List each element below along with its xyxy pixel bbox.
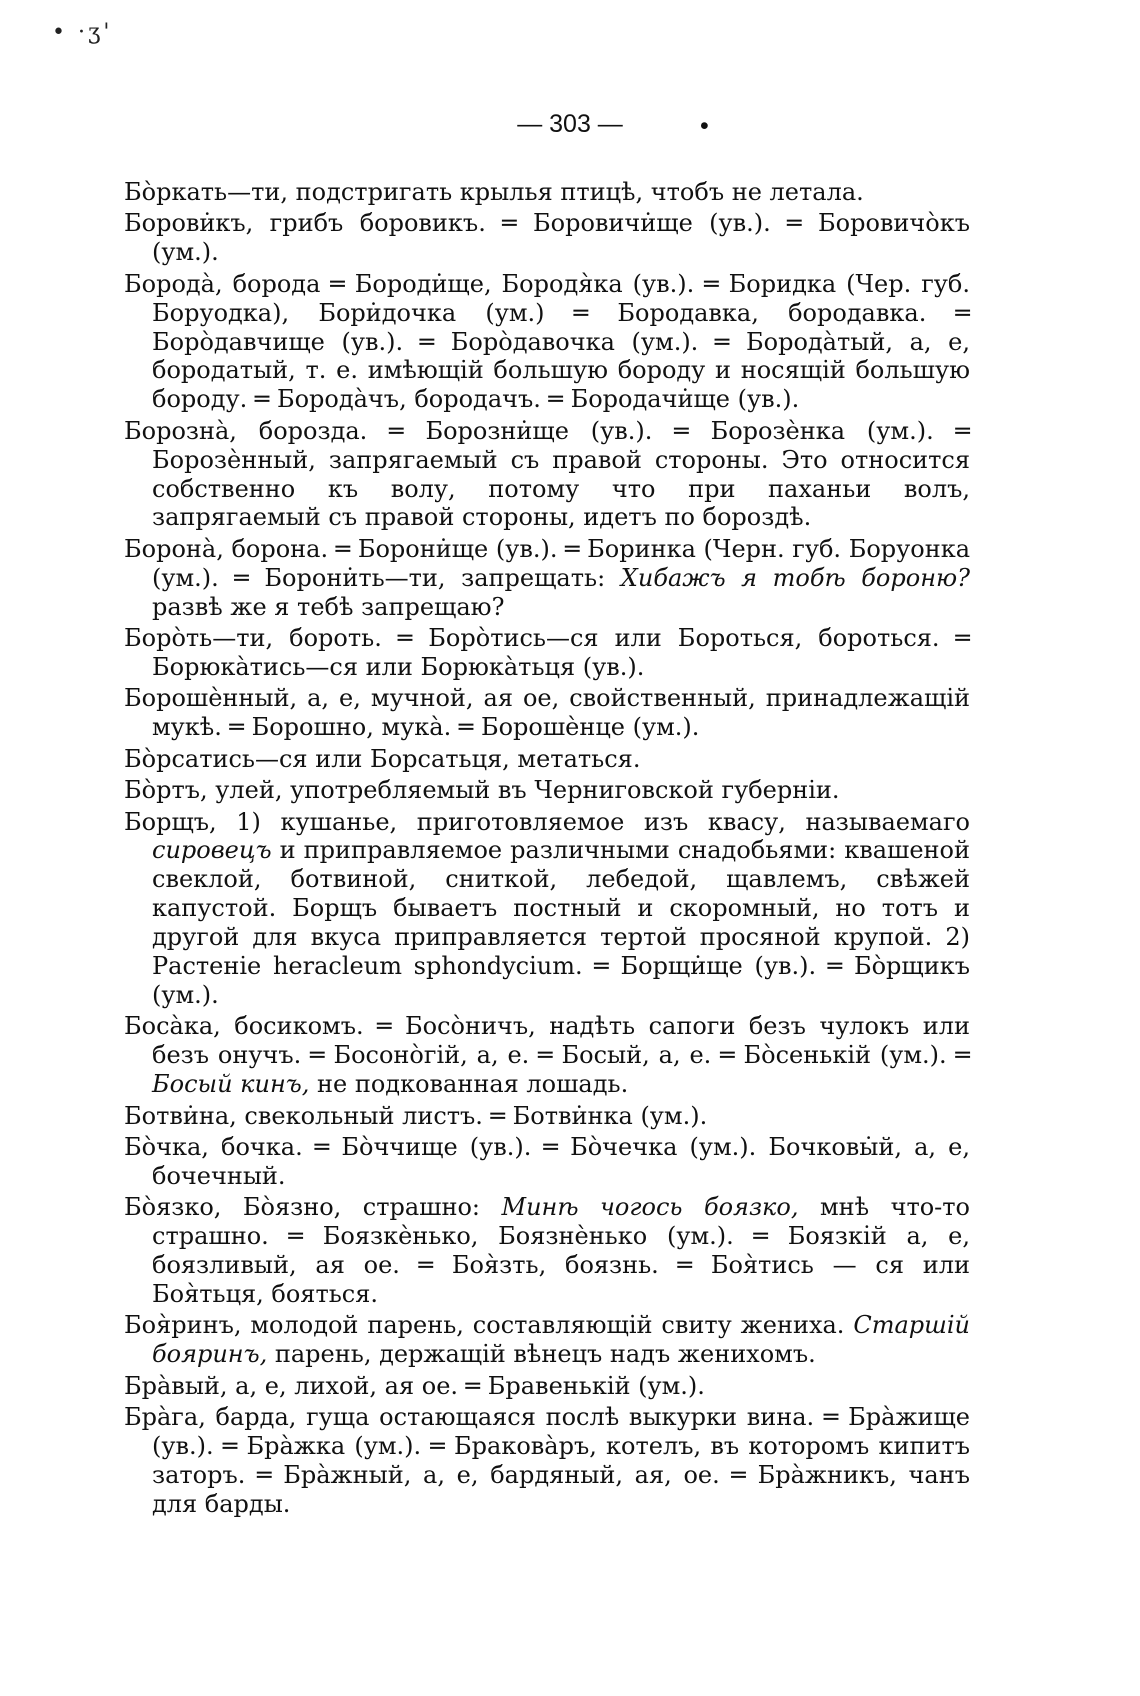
entry-text: не подкованная лошадь. bbox=[309, 1070, 629, 1099]
entry-italic-example: Минѣ чогось боязко, bbox=[501, 1193, 799, 1222]
entry-text: Бо̀язко, Бо̀язно, страшно: bbox=[124, 1193, 502, 1222]
dictionary-entry: Борошѐнный, а, е, мучной, ая ое, свойственный, принадлежащій мукѣ. ═ Борошно, мука̀. ═ Борошѐнце (ум.). bbox=[124, 684, 970, 742]
entry-italic-example: сировецъ bbox=[152, 836, 272, 865]
entry-text: и приправляемое различными снадобьями: квашеной свеклой, ботвиной, сниткой, лебедой, щавлемъ, свѣжей капустой. Борщъ бываетъ постный и скоромный, но тотъ и другой для вкуса приправляется тертой просяной крупой. 2) Растеніе heracleum sphondycium. ═ Борщи̇ще (ув.). ═ Бо̀рщикъ (ум.). bbox=[152, 836, 970, 1009]
dictionary-entry: Бо̀чка, бочка. ═ Бо̀ччище (ув.). ═ Бо̀чечка (ум.). Бочковы̇й, а, е, бочечный. bbox=[124, 1133, 970, 1190]
dictionary-entry bbox=[124, 1193, 970, 1309]
page-dot: • bbox=[700, 112, 709, 140]
entry-text: мнѣ что-то страшно. ═ Боязкѐнько, Боязнѐнько (ум.). ═ Боязкі̇й а, е, боязливый, ая ое. ═ Боя̀зть, боязнь. ═ Боя̀тись — ся или Боя̀тьця, бояться. bbox=[152, 1193, 971, 1309]
dictionary-entry bbox=[124, 808, 970, 1010]
entry-text: Боса̀ка, босикомъ. ═ Босо̀ничъ, надѣть сапоги безъ чулокъ или безъ онучъ. ═ Босоно̀гій, а, е. ═ Босый, а, е. ═ Бо̀сенькій (ум.). ═ bbox=[124, 1012, 970, 1070]
dictionary-entry bbox=[124, 1012, 970, 1099]
dictionary-entry: Боро̀ть—ти, бороть. ═ Боро̀тись—ся или Бороться, бороться. ═ Борюка̀тись—ся или Борюка̀тьця (ув.). bbox=[124, 624, 970, 681]
corner-mark: • ·ʒ' bbox=[52, 20, 113, 45]
entry-text: Борона̀, борона. ═ Борони̇ще (ув.). ═ Боринка (Черн. губ. Боруонка (ум.). ═ Борони̇ть—ти, запрещать: bbox=[124, 534, 971, 592]
dictionary-entry bbox=[124, 1311, 970, 1369]
page-number: — 303 — bbox=[517, 110, 623, 138]
entry-text: Боя̀ринъ, молодой парень, составляющій свиту жениха. bbox=[124, 1311, 854, 1340]
dictionary-entry: Бо̀ртъ, улей, употребляемый въ Черниговской губерніи. bbox=[124, 776, 840, 805]
entry-text: развѣ же я тебѣ запрещаю? bbox=[152, 592, 505, 621]
dictionary-entry: Борода̀, борода ═ Бороди̇ще, Бородя̀ка (ув.). ═ Боридка (Чер. губ. Боруодка), Бори̇дочка (ум.) ═ Бородавка, бородавка. ═ Боро̀давчище (ув.). ═ Боро̀давочка (ум.). ═ Борода̀тый, а, е, бородатый, т. е. имѣющій большую бороду и носящій большую бороду. ═ Борода̀чъ, бородачъ. ═ Бородачи̇ще (ув.). bbox=[124, 269, 970, 414]
dictionary-entry: Борозна̀, борозда. ═ Борозни̇ще (ув.). ═ Борозѐнка (ум.). ═ Борозѐнный, запрягаемый съ правой стороны. Это относится собственно къ волу, потому что при паханьи волъ, запрягаемый съ правой стороны, идетъ по бороздѣ. bbox=[124, 416, 970, 532]
entry-italic-example: Босый кинъ, bbox=[152, 1070, 310, 1099]
dictionary-entry: Бра̀вый, а, е, лихой, ая ое. ═ Бравенькій (ум.). bbox=[124, 1371, 705, 1400]
dictionary-entry: Бра̀га, барда, гуща остающаяся послѣ выкурки вина. ═ Бра̀жище (ув.). ═ Бра̀жка (ум.). ═ Бракова̀ръ, котелъ, въ которомъ кипитъ заторъ. ═ Бра̀жный, а, е, бардяный, ая, ое. ═ Бра̀жникъ, чанъ для барды. bbox=[124, 1403, 970, 1518]
entry-italic-example: Старшій бояринъ, bbox=[152, 1311, 970, 1369]
dictionary-entry: Бо̀рсатись—ся или Борсатьця, метаться. bbox=[124, 744, 641, 773]
dictionary-entry: Бо̀ркать—ти, подстригать крылья птицѣ, чтобъ не летала. bbox=[124, 178, 864, 206]
entry-text: парень, держащій вѣнецъ надъ женихомъ. bbox=[267, 1340, 816, 1369]
dictionary-entry: Борови̇къ, грибъ боровикъ. ═ Боровичи̇ще (ув.). ═ Боровичо̀къ (ум.). bbox=[124, 209, 970, 267]
page-header bbox=[0, 110, 1140, 139]
dictionary-entry: Ботви̇на, свекольный листъ. ═ Ботви̇нка (ум.). bbox=[124, 1101, 708, 1130]
dictionary-entry bbox=[124, 535, 970, 622]
entry-text: Борщъ, 1) кушанье, приготовляемое изъ квасу, называемаго bbox=[124, 807, 970, 836]
dictionary-entries bbox=[124, 178, 970, 1521]
entry-italic-example: Хибажъ я тобѣ бороню? bbox=[620, 563, 970, 592]
